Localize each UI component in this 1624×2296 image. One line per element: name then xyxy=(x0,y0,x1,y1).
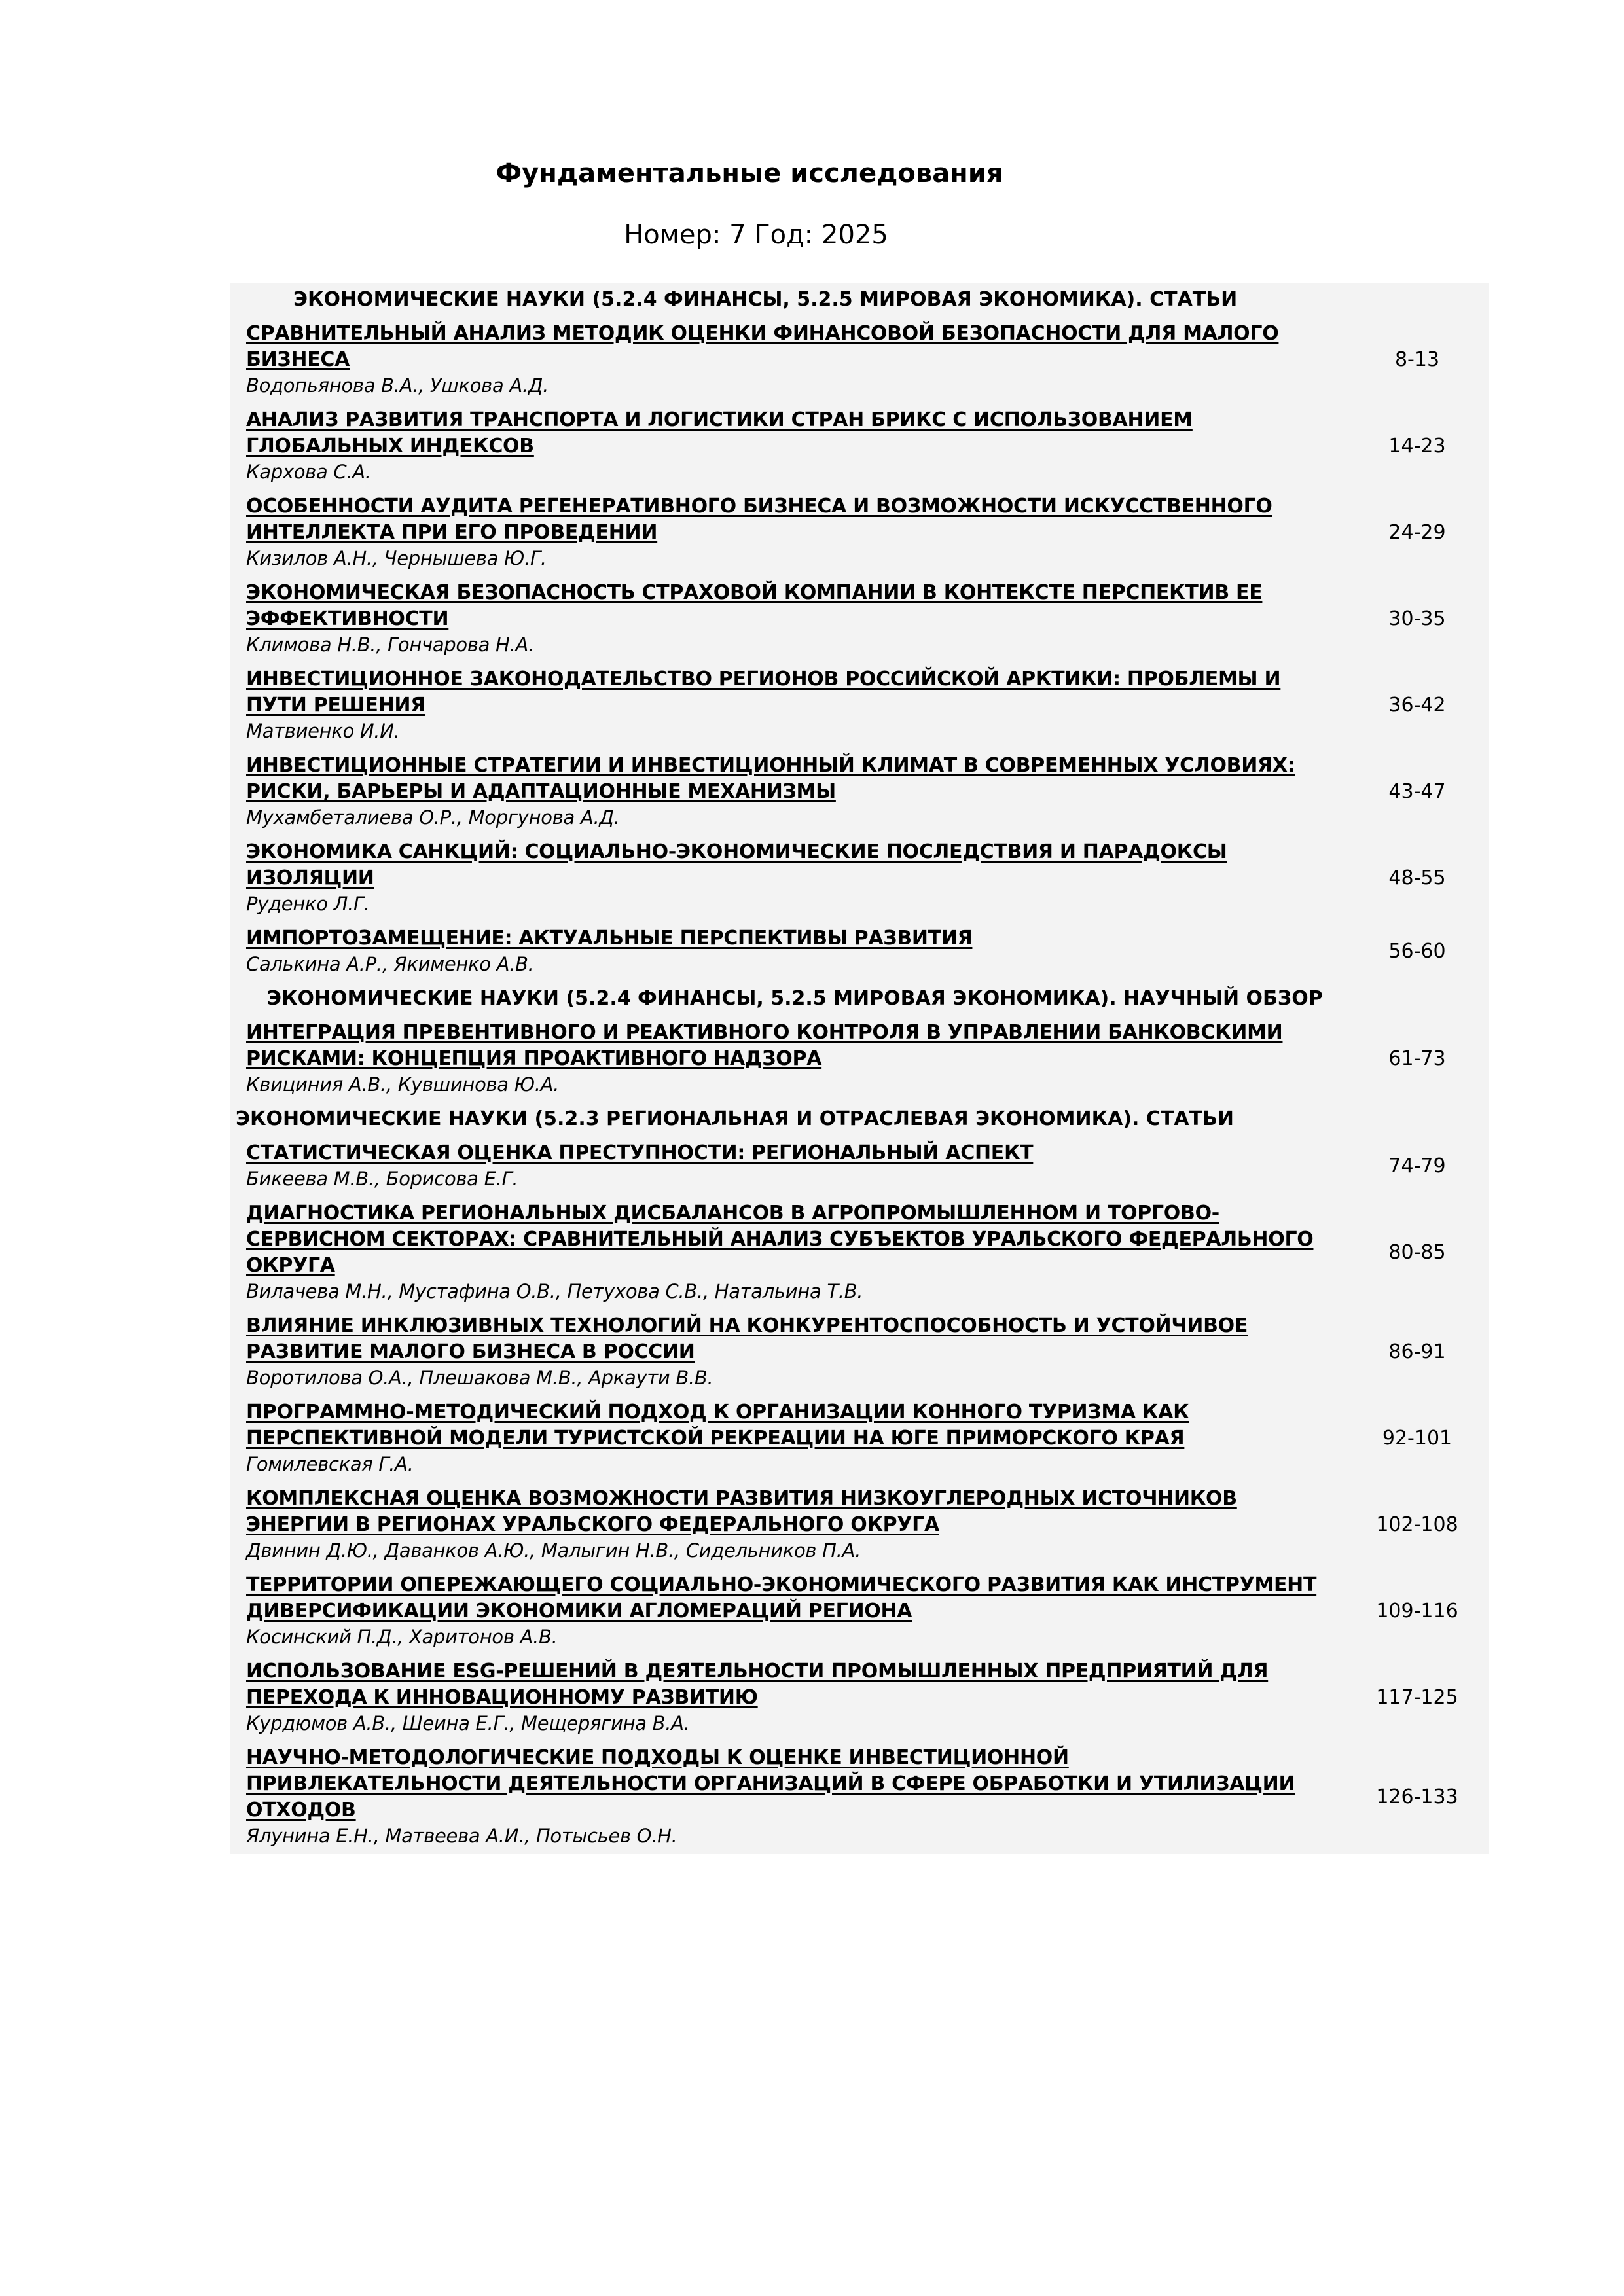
article-pages: 102-108 xyxy=(1376,1513,1458,1536)
article-title-link[interactable]: НАУЧНО-МЕТОДОЛОГИЧЕСКИЕ ПОДХОДЫ К ОЦЕНКЕ ИНВЕСТИЦИОННОЙ ПРИВЛЕКАТЕЛЬНОСТИ ДЕЯТЕЛЬНОСТИ ОРГАНИЗАЦИЙ В СФЕРЕ ОБРАБОТКИ И УТИЛИЗАЦИИ ОТХОДОВ xyxy=(246,1746,1295,1821)
article-authors: Кархова С.А. xyxy=(246,461,371,483)
article-pages: 56-60 xyxy=(1388,939,1446,963)
article-row xyxy=(230,922,1489,982)
article-authors: Мухамбеталиева О.Р., Моргунова А.Д. xyxy=(246,806,620,829)
article-authors: Курдюмов А.В., Шеина Е.Г., Мещерягина В.А. xyxy=(246,1712,690,1734)
article-title-link[interactable]: ДИАГНОСТИКА РЕГИОНАЛЬНЫХ ДИСБАЛАНСОВ В АГРОПРОМЫШЛЕННОМ И ТОРГОВО-СЕРВИСНОМ СЕКТОРАХ: СРАВНИТЕЛЬНЫЙ АНАЛИЗ СУБЪЕКТОВ УРАЛЬСКОГО ФЕДЕРАЛЬНОГО ОКРУГА xyxy=(246,1202,1314,1277)
article-row xyxy=(230,1309,1489,1395)
table-of-contents xyxy=(230,283,1489,1854)
article-title-link[interactable]: ЭКОНОМИЧЕСКАЯ БЕЗОПАСНОСТЬ СТРАХОВОЙ КОМПАНИИ В КОНТЕКСТЕ ПЕРСПЕКТИВ ЕЕ ЭФФЕКТИВНОСТИ xyxy=(246,581,1263,630)
article-row xyxy=(230,1655,1489,1741)
article-authors: Бикеева М.В., Борисова Е.Г. xyxy=(246,1168,518,1190)
article-pages: 36-42 xyxy=(1388,693,1446,717)
article-row xyxy=(230,403,1489,490)
article-row xyxy=(230,1196,1489,1309)
article-authors: Гомилевская Г.А. xyxy=(246,1453,414,1475)
article-row xyxy=(230,1395,1489,1482)
article-authors: Кизилов А.Н., Чернышева Ю.Г. xyxy=(246,547,547,569)
article-title-link[interactable]: ПРОГРАММНО-МЕТОДИЧЕСКИЙ ПОДХОД К ОРГАНИЗАЦИИ КОННОГО ТУРИЗМА КАК ПЕРСПЕКТИВНОЙ МОДЕЛИ ТУРИСТСКОЙ РЕКРЕАЦИИ НА ЮГЕ ПРИМОРСКОГО КРАЯ xyxy=(246,1401,1189,1450)
article-title-link[interactable]: ИНВЕСТИЦИОННЫЕ СТРАТЕГИИ И ИНВЕСТИЦИОННЫЙ КЛИМАТ В СОВРЕМЕННЫХ УСЛОВИЯХ: РИСКИ, БАРЬЕРЫ И АДАПТАЦИОННЫЕ МЕХАНИЗМЫ xyxy=(246,754,1295,803)
article-pages: 117-125 xyxy=(1376,1685,1458,1709)
issue-line: Номер: 7 Год: 2025 xyxy=(624,220,888,250)
article-authors: Матвиенко И.И. xyxy=(246,720,400,742)
article-title-link[interactable]: ИМПОРТОЗАМЕЩЕНИЕ: АКТУАЛЬНЫЕ ПЕРСПЕКТИВЫ РАЗВИТИЯ xyxy=(246,927,973,950)
article-authors: Вилачева М.Н., Мустафина О.В., Петухова С.В., Натальина Т.В. xyxy=(246,1280,863,1302)
article-title-link[interactable]: ИНТЕГРАЦИЯ ПРЕВЕНТИВНОГО И РЕАКТИВНОГО КОНТРОЛЯ В УПРАВЛЕНИИ БАНКОВСКИМИ РИСКАМИ: КОНЦЕПЦИЯ ПРОАКТИВНОГО НАДЗОРА xyxy=(246,1021,1283,1070)
article-title-link[interactable]: ВЛИЯНИЕ ИНКЛЮЗИВНЫХ ТЕХНОЛОГИЙ НА КОНКУРЕНТОСПОСОБНОСТЬ И УСТОЙЧИВОЕ РАЗВИТИЕ МАЛОГО БИЗНЕСА В РОССИИ xyxy=(246,1314,1248,1363)
article-title-link[interactable]: СРАВНИТЕЛЬНЫЙ АНАЛИЗ МЕТОДИК ОЦЕНКИ ФИНАНСОВОЙ БЕЗОПАСНОСТИ ДЛЯ МАЛОГО БИЗНЕСА xyxy=(246,322,1279,371)
article-authors: Руденко Л.Г. xyxy=(246,893,370,915)
article-authors: Квициния А.В., Кувшинова Ю.А. xyxy=(246,1073,560,1096)
article-pages: 86-91 xyxy=(1388,1340,1446,1363)
article-title-link[interactable]: АНАЛИЗ РАЗВИТИЯ ТРАНСПОРТА И ЛОГИСТИКИ СТРАН БРИКС С ИСПОЛЬЗОВАНИЕМ ГЛОБАЛЬНЫХ ИНДЕКСОВ xyxy=(246,408,1193,457)
article-pages: 24-29 xyxy=(1388,520,1446,544)
article-title-link[interactable]: СТАТИСТИЧЕСКАЯ ОЦЕНКА ПРЕСТУПНОСТИ: РЕГИОНАЛЬНЫЙ АСПЕКТ xyxy=(246,1141,1034,1164)
article-pages: 126-133 xyxy=(1376,1785,1458,1808)
article-row xyxy=(230,317,1489,403)
article-pages: 109-116 xyxy=(1376,1599,1458,1623)
article-row xyxy=(230,1568,1489,1655)
article-pages: 92-101 xyxy=(1382,1426,1453,1450)
article-title-link[interactable]: ИНВЕСТИЦИОННОЕ ЗАКОНОДАТЕЛЬСТВО РЕГИОНОВ РОССИЙСКОЙ АРКТИКИ: ПРОБЛЕМЫ И ПУТИ РЕШЕНИЯ xyxy=(246,668,1281,717)
article-pages: 14-23 xyxy=(1388,434,1446,457)
article-row xyxy=(230,835,1489,922)
article-pages: 80-85 xyxy=(1388,1240,1446,1264)
section-heading: ЭКОНОМИЧЕСКИЕ НАУКИ (5.2.4 ФИНАНСЫ, 5.2.5 МИРОВАЯ ЭКОНОМИКА). СТАТЬИ xyxy=(230,283,1489,317)
article-title-link[interactable]: ЭКОНОМИКА САНКЦИЙ: СОЦИАЛЬНО-ЭКОНОМИЧЕСКИЕ ПОСЛЕДСТВИЯ И ПАРАДОКСЫ ИЗОЛЯЦИИ xyxy=(246,840,1227,889)
article-pages: 30-35 xyxy=(1388,607,1446,630)
article-row xyxy=(230,490,1489,576)
article-row xyxy=(230,1482,1489,1568)
article-pages: 48-55 xyxy=(1388,866,1446,889)
article-title-link[interactable]: ТЕРРИТОРИИ ОПЕРЕЖАЮЩЕГО СОЦИАЛЬНО-ЭКОНОМИЧЕСКОГО РАЗВИТИЯ КАК ИНСТРУМЕНТ ДИВЕРСИФИКАЦИИ ЭКОНОМИКИ АГЛОМЕРАЦИЙ РЕГИОНА xyxy=(246,1573,1317,1623)
journal-title: Фундаментальные исследования xyxy=(496,158,1003,188)
article-row xyxy=(230,1741,1489,1854)
article-row xyxy=(230,662,1489,749)
article-title-link[interactable]: КОМПЛЕКСНАЯ ОЦЕНКА ВОЗМОЖНОСТИ РАЗВИТИЯ НИЗКОУГЛЕРОДНЫХ ИСТОЧНИКОВ ЭНЕРГИИ В РЕГИОНАХ УРАЛЬСКОГО ФЕДЕРАЛЬНОГО ОКРУГА xyxy=(246,1487,1237,1536)
article-pages: 61-73 xyxy=(1388,1047,1446,1070)
article-authors: Двинин Д.Ю., Даванков А.Ю., Малыгин Н.В., Сидельников П.А. xyxy=(246,1539,861,1562)
article-authors: Салькина А.Р., Якименко А.В. xyxy=(246,953,534,975)
article-pages: 74-79 xyxy=(1388,1154,1446,1177)
article-row xyxy=(230,1136,1489,1196)
section-heading: ЭКОНОМИЧЕСКИЕ НАУКИ (5.2.4 ФИНАНСЫ, 5.2.5 МИРОВАЯ ЭКОНОМИКА). НАУЧНЫЙ ОБЗОР xyxy=(230,982,1489,1016)
article-authors: Ялунина Е.Н., Матвеева А.И., Потысьев О.Н. xyxy=(246,1825,677,1847)
article-title-link[interactable]: ИСПОЛЬЗОВАНИЕ ESG-РЕШЕНИЙ В ДЕЯТЕЛЬНОСТИ ПРОМЫШЛЕННЫХ ПРЕДПРИЯТИЙ ДЛЯ ПЕРЕХОДА К ИННОВАЦИОННОМУ РАЗВИТИЮ xyxy=(246,1660,1269,1709)
article-row xyxy=(230,576,1489,662)
article-authors: Водопьянова В.А., Ушкова А.Д. xyxy=(246,374,549,397)
article-pages: 43-47 xyxy=(1388,780,1446,803)
article-authors: Климова Н.В., Гончарова Н.А. xyxy=(246,634,534,656)
section-heading: ЭКОНОМИЧЕСКИЕ НАУКИ (5.2.3 РЕГИОНАЛЬНАЯ И ОТРАСЛЕВАЯ ЭКОНОМИКА). СТАТЬИ xyxy=(230,1102,1489,1136)
article-authors: Косинский П.Д., Харитонов А.В. xyxy=(246,1626,558,1648)
article-title-link[interactable]: ОСОБЕННОСТИ АУДИТА РЕГЕНЕРАТИВНОГО БИЗНЕСА И ВОЗМОЖНОСТИ ИСКУССТВЕННОГО ИНТЕЛЛЕКТА ПРИ ЕГО ПРОВЕДЕНИИ xyxy=(246,495,1272,544)
article-row xyxy=(230,1016,1489,1102)
article-row xyxy=(230,749,1489,835)
article-pages: 8-13 xyxy=(1394,348,1440,371)
article-authors: Воротилова О.А., Плешакова М.В., Аркаути В.В. xyxy=(246,1367,713,1389)
